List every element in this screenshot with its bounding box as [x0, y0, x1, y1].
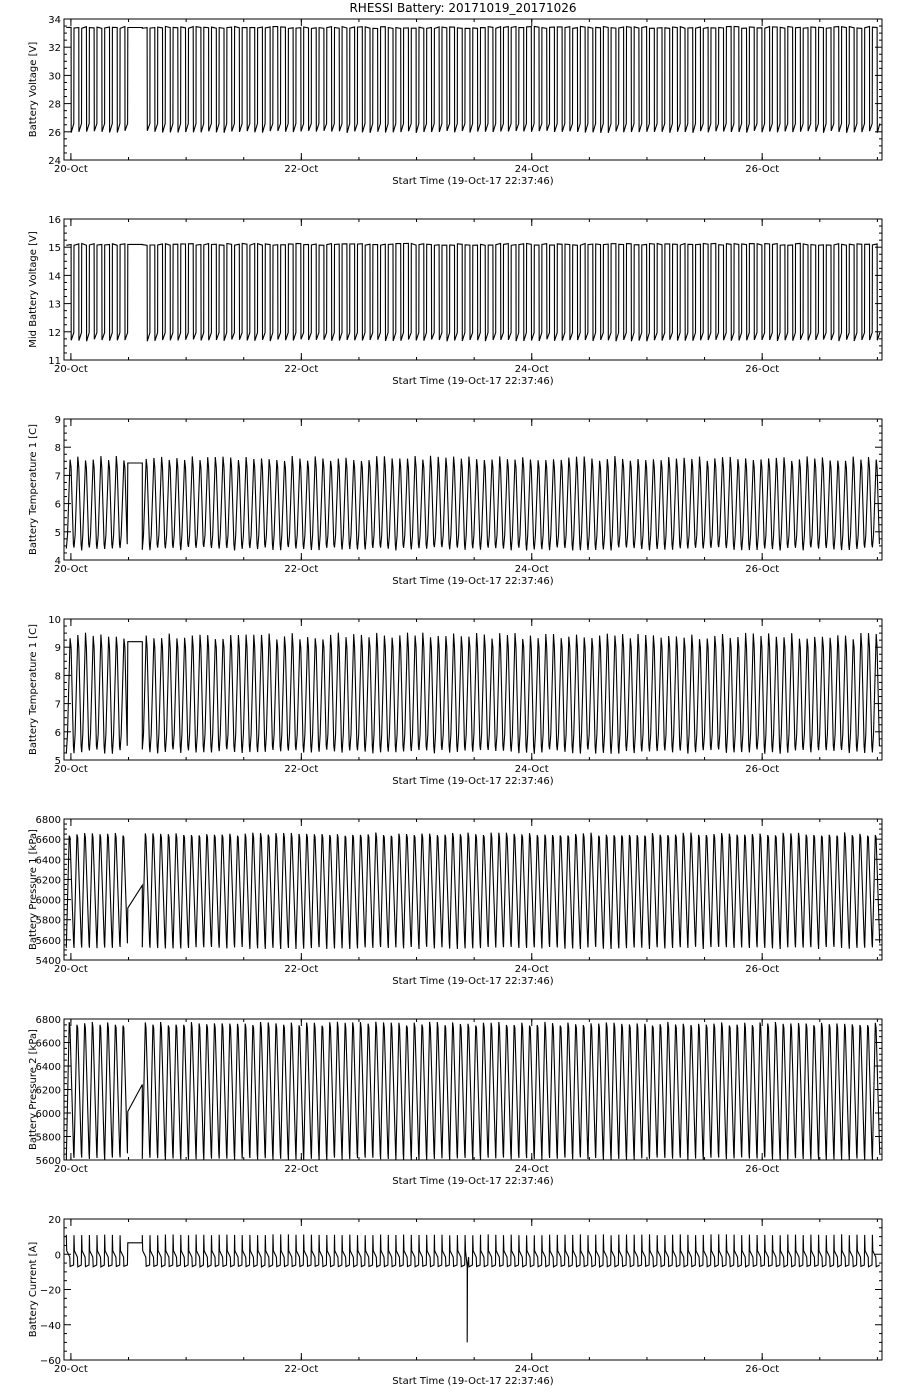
y-tick-label: 8: [54, 671, 61, 683]
x-tick-label: 20-Oct: [53, 1164, 88, 1175]
y-tick-label: 6800: [35, 815, 61, 826]
x-tick-label: 22-Oct: [284, 164, 319, 175]
y-tick-label: 6600: [35, 835, 61, 847]
x-tick-label: 24-Oct: [514, 164, 549, 175]
x-tick-label: 22-Oct: [284, 564, 319, 575]
y-tick-label: 14: [48, 271, 61, 283]
x-tick-label: 26-Oct: [745, 364, 780, 375]
y-axis-title: Battery Temperature 1 [C]: [28, 623, 39, 756]
x-tick-label: 20-Oct: [53, 364, 88, 375]
y-tick-label: 9: [54, 643, 61, 655]
x-axis-title: Start Time (19-Oct-17 22:37:46): [392, 1176, 554, 1187]
chart-panel-1: [28, 15, 882, 187]
x-axis-title: Start Time (19-Oct-17 22:37:46): [392, 176, 554, 187]
x-tick-label: 24-Oct: [514, 564, 549, 575]
y-tick-label: 5600: [35, 935, 61, 947]
chart-panel-6: [28, 1015, 882, 1187]
y-tick-label: 6000: [35, 895, 61, 907]
chart-panel-7: [28, 1215, 882, 1387]
y-tick-label: 6000: [35, 1109, 61, 1120]
y-tick-label: 16: [48, 215, 61, 226]
y-axis-title: Battery Voltage [V]: [28, 41, 39, 138]
y-tick-label: 9: [54, 415, 61, 426]
y-tick-label: −40: [39, 1320, 61, 1332]
x-axis-title: Start Time (19-Oct-17 22:37:46): [392, 976, 554, 987]
y-tick-label: 6: [54, 727, 61, 739]
x-tick-label: 26-Oct: [745, 1364, 780, 1375]
y-tick-label: 34: [48, 15, 61, 26]
y-tick-label: 6200: [35, 1085, 61, 1097]
chart-panel-5: [28, 815, 882, 987]
series-line: [66, 1234, 879, 1342]
x-axis-title: Start Time (19-Oct-17 22:37:46): [392, 376, 554, 387]
panels: [28, 15, 882, 1387]
y-axis-title: Battery Pressure 2 [kPa]: [28, 1029, 39, 1150]
y-tick-label: 5: [54, 527, 61, 539]
y-tick-label: 30: [48, 71, 61, 83]
y-tick-label: 6600: [35, 1038, 61, 1050]
x-tick-label: 20-Oct: [53, 764, 88, 775]
y-tick-label: 0: [54, 1250, 61, 1262]
y-tick-label: 26: [48, 127, 61, 139]
x-tick-label: 26-Oct: [745, 164, 780, 175]
x-tick-label: 22-Oct: [284, 764, 319, 775]
y-tick-label: 6200: [35, 875, 61, 887]
y-tick-label: 32: [48, 43, 61, 55]
x-tick-label: 26-Oct: [745, 564, 780, 575]
x-tick-label: 20-Oct: [53, 964, 88, 975]
y-tick-label: 6: [54, 499, 61, 511]
y-tick-label: 20: [48, 1215, 61, 1226]
y-tick-label: 24: [48, 156, 61, 167]
y-tick-label: 4: [54, 556, 61, 567]
y-tick-label: 28: [48, 99, 61, 111]
series-line: [66, 1022, 879, 1160]
y-tick-label: 7: [54, 699, 61, 711]
y-tick-label: −60: [39, 1356, 61, 1367]
y-tick-label: 5600: [35, 1156, 61, 1167]
y-tick-label: 5800: [35, 1132, 61, 1144]
x-axis-title: Start Time (19-Oct-17 22:37:46): [392, 1376, 554, 1387]
series-line: [66, 633, 879, 754]
y-axis-title: Battery Temperature 1 [C]: [28, 423, 39, 556]
y-tick-label: 12: [48, 327, 61, 339]
chart-panel-2: [28, 215, 882, 387]
y-tick-label: −20: [39, 1285, 61, 1297]
x-tick-label: 24-Oct: [514, 1364, 549, 1375]
x-tick-label: 26-Oct: [745, 1164, 780, 1175]
x-tick-label: 26-Oct: [745, 764, 780, 775]
x-tick-label: 22-Oct: [284, 1164, 319, 1175]
y-tick-label: 6800: [35, 1015, 61, 1026]
x-tick-label: 24-Oct: [514, 964, 549, 975]
x-tick-label: 26-Oct: [745, 964, 780, 975]
x-tick-label: 20-Oct: [53, 164, 88, 175]
series-line: [66, 456, 879, 551]
series-line: [66, 832, 879, 949]
x-tick-label: 20-Oct: [53, 564, 88, 575]
y-tick-label: 5800: [35, 915, 61, 927]
x-tick-label: 22-Oct: [284, 364, 319, 375]
y-tick-label: 11: [48, 356, 61, 367]
y-tick-label: 8: [54, 443, 61, 455]
y-axis-title: Mid Battery Voltage [V]: [28, 231, 39, 348]
series-line: [66, 243, 880, 341]
x-tick-label: 24-Oct: [514, 1164, 549, 1175]
y-tick-label: 5400: [35, 956, 61, 967]
figure-title: RHESSI Battery: 20171019_20171026: [349, 1, 577, 15]
y-tick-label: 10: [48, 615, 61, 626]
x-tick-label: 24-Oct: [514, 364, 549, 375]
y-axis-title: Battery Pressure 1 [kPa]: [28, 829, 39, 950]
y-tick-label: 15: [48, 243, 61, 255]
y-tick-label: 5: [54, 756, 61, 767]
x-tick-label: 24-Oct: [514, 764, 549, 775]
x-tick-label: 22-Oct: [284, 1364, 319, 1375]
chart-panel-4: [28, 615, 882, 787]
x-tick-label: 22-Oct: [284, 964, 319, 975]
chart-panel-3: [28, 415, 882, 587]
y-tick-label: 6400: [35, 1062, 61, 1073]
x-tick-label: 20-Oct: [53, 1364, 88, 1375]
y-tick-label: 7: [54, 471, 61, 483]
y-tick-label: 6400: [35, 855, 61, 867]
y-axis-title: Battery Current [A]: [28, 1241, 39, 1338]
x-axis-title: Start Time (19-Oct-17 22:37:46): [392, 776, 554, 787]
y-tick-label: 13: [48, 299, 61, 311]
x-axis-title: Start Time (19-Oct-17 22:37:46): [392, 576, 554, 587]
series-line: [66, 26, 880, 132]
